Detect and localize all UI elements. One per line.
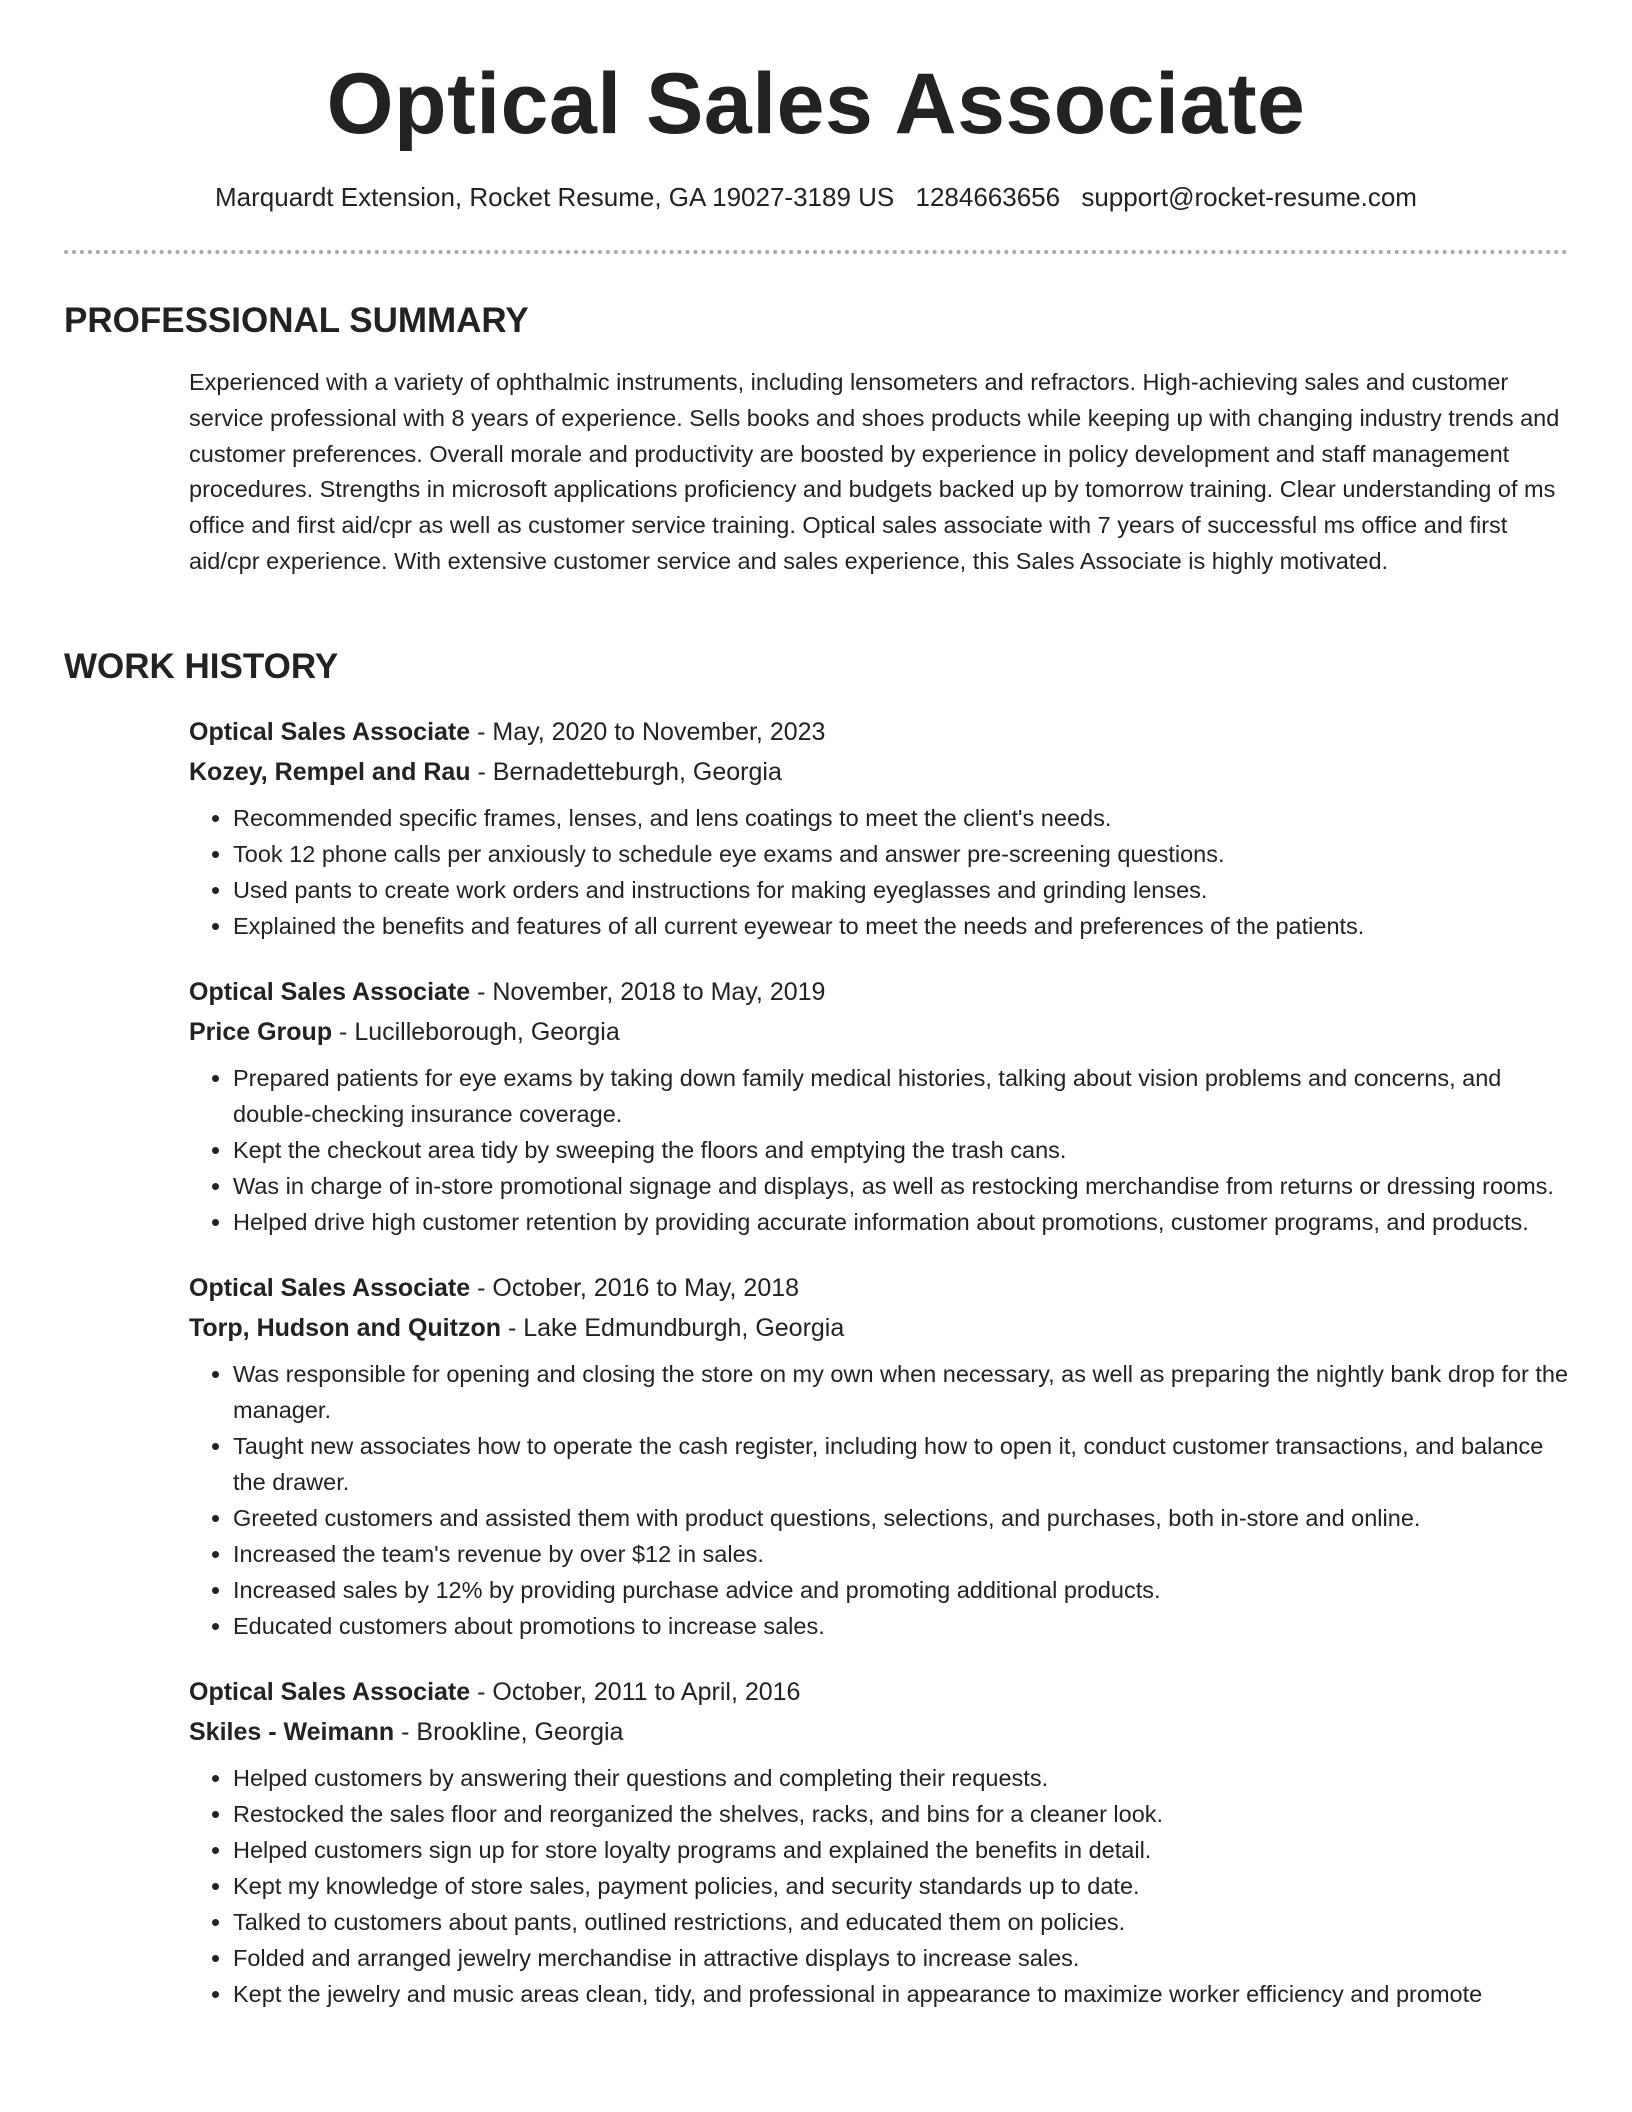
work-history-list [189, 712, 1569, 2040]
job-entry [189, 712, 1569, 944]
job-bullets [189, 1060, 1569, 1240]
job-bullet: • Kept my knowledge of store sales, payment policies, and security standards up to date. [233, 1868, 1569, 1904]
job-title: Optical Sales Associate [189, 1678, 471, 1706]
job-entry [189, 1672, 1569, 2012]
contact-line [0, 180, 1632, 214]
job-bullet: • Used pants to create work orders and instructions for making eyeglasses and grinding lenses. [233, 872, 1569, 908]
job-bullet: • Recommended specific frames, lenses, and lens coatings to meet the client's needs. [233, 800, 1569, 836]
summary-text: Experienced with a variety of ophthalmic instruments, including lensometers and refractors. High-achieving sales and customer service professional with 8 years of experience. Sells books and shoes products while keeping up with changing industry trends and customer preferences. Overall morale and productivity are boosted by experience in policy development and staff management procedures. Strengths in microsoft applications proficiency and budgets backed up by tomorrow training. Clear understanding of ms office and first aid/cpr as well as customer service training. Optical sales associate with 7 years of successful ms office and first aid/cpr experience. With extensive customer service and sales experience, this Sales Associate is highly motivated. [189, 369, 1560, 574]
job-bullet: • Was in charge of in-store promotional signage and displays, as well as restocking merchandise from returns or dressing rooms. [233, 1168, 1569, 1204]
job-company-line: Skiles - Weimann - Brookline, Georgia [189, 1718, 624, 1746]
job-location: Lucilleborough, Georgia [354, 1018, 620, 1046]
contact-phone: 1284663656 [915, 182, 1061, 212]
job-company: Torp, Hudson and Quitzon [189, 1314, 501, 1342]
summary-heading: PROFESSIONAL SUMMARY [64, 301, 529, 340]
job-bullet: • Explained the benefits and features of all current eyewear to meet the needs and preferences of the patients. [233, 908, 1569, 944]
job-company-line: Price Group - Lucilleborough, Georgia [189, 1018, 620, 1046]
job-bullet: • Was responsible for opening and closing the store on my own when necessary, as well as preparing the nightly bank drop for the manager. [233, 1356, 1569, 1428]
job-title-line: Optical Sales Associate - October, 2011 to April, 2016 [189, 1678, 801, 1706]
job-bullet: • Greeted customers and assisted them with product questions, selections, and purchases, both in-store and online. [233, 1500, 1569, 1536]
contact-address: Marquardt Extension, Rocket Resume, GA 19027-3189 US [215, 182, 895, 212]
job-bullet: • Increased the team's revenue by over $12 in sales. [233, 1536, 1569, 1572]
job-dates: May, 2020 to November, 2023 [492, 718, 826, 746]
job-bullet: • Talked to customers about pants, outlined restrictions, and educated them on policies. [233, 1904, 1569, 1940]
job-bullet: • Helped customers sign up for store loyalty programs and explained the benefits in detail. [233, 1832, 1569, 1868]
job-bullet: • Educated customers about promotions to increase sales. [233, 1608, 1569, 1644]
job-title-line: Optical Sales Associate - October, 2016 to May, 2018 [189, 1274, 800, 1302]
candidate-name: Optical Sales Associate [326, 56, 1306, 152]
job-bullets [189, 800, 1569, 944]
job-company: Skiles - Weimann [189, 1718, 395, 1746]
job-bullet: • Kept the jewelry and music areas clean, tidy, and professional in appearance to maximize worker efficiency and promote [233, 1976, 1569, 2012]
job-bullet: • Folded and arranged jewelry merchandise in attractive displays to increase sales. [233, 1940, 1569, 1976]
job-company-line: Kozey, Rempel and Rau - Bernadetteburgh, Georgia [189, 758, 782, 786]
job-dates: October, 2016 to May, 2018 [492, 1274, 800, 1302]
job-entry [189, 972, 1569, 1240]
contact-email[interactable]: support@rocket-resume.com [1081, 182, 1417, 212]
job-dates: November, 2018 to May, 2019 [492, 978, 826, 1006]
work-history-heading: WORK HISTORY [64, 647, 339, 686]
job-bullet: • Took 12 phone calls per anxiously to schedule eye exams and answer pre-screening questions. [233, 836, 1569, 872]
job-location: Brookline, Georgia [416, 1718, 624, 1746]
job-bullets [189, 1760, 1569, 2012]
job-location: Lake Edmundburgh, Georgia [523, 1314, 845, 1342]
job-bullet: • Taught new associates how to operate the cash register, including how to open it, conduct customer transactions, and balance the drawer. [233, 1428, 1569, 1500]
job-dates: October, 2011 to April, 2016 [492, 1678, 801, 1706]
job-location: Bernadetteburgh, Georgia [492, 758, 782, 786]
job-company-line: Torp, Hudson and Quitzon - Lake Edmundburgh, Georgia [189, 1314, 845, 1342]
job-company: Kozey, Rempel and Rau [189, 758, 471, 786]
job-bullet: • Restocked the sales floor and reorganized the shelves, racks, and bins for a cleaner look. [233, 1796, 1569, 1832]
header-divider [64, 250, 1568, 254]
job-bullets [189, 1356, 1569, 1644]
job-title: Optical Sales Associate [189, 1274, 471, 1302]
job-bullet: • Increased sales by 12% by providing purchase advice and promoting additional products. [233, 1572, 1569, 1608]
job-title: Optical Sales Associate [189, 718, 471, 746]
job-bullet: • Helped customers by answering their questions and completing their requests. [233, 1760, 1569, 1796]
job-company: Price Group [189, 1018, 333, 1046]
job-entry [189, 1268, 1569, 1644]
job-title-line: Optical Sales Associate - May, 2020 to November, 2023 [189, 718, 826, 746]
job-bullet: • Prepared patients for eye exams by taking down family medical histories, talking about vision problems and concerns, and double-checking insurance coverage. [233, 1060, 1569, 1132]
job-title: Optical Sales Associate [189, 978, 471, 1006]
job-title-line: Optical Sales Associate - November, 2018 to May, 2019 [189, 978, 826, 1006]
job-bullet: • Kept the checkout area tidy by sweeping the floors and emptying the trash cans. [233, 1132, 1569, 1168]
job-bullet: • Helped drive high customer retention by providing accurate information about promotions, customer programs, and products. [233, 1204, 1569, 1240]
